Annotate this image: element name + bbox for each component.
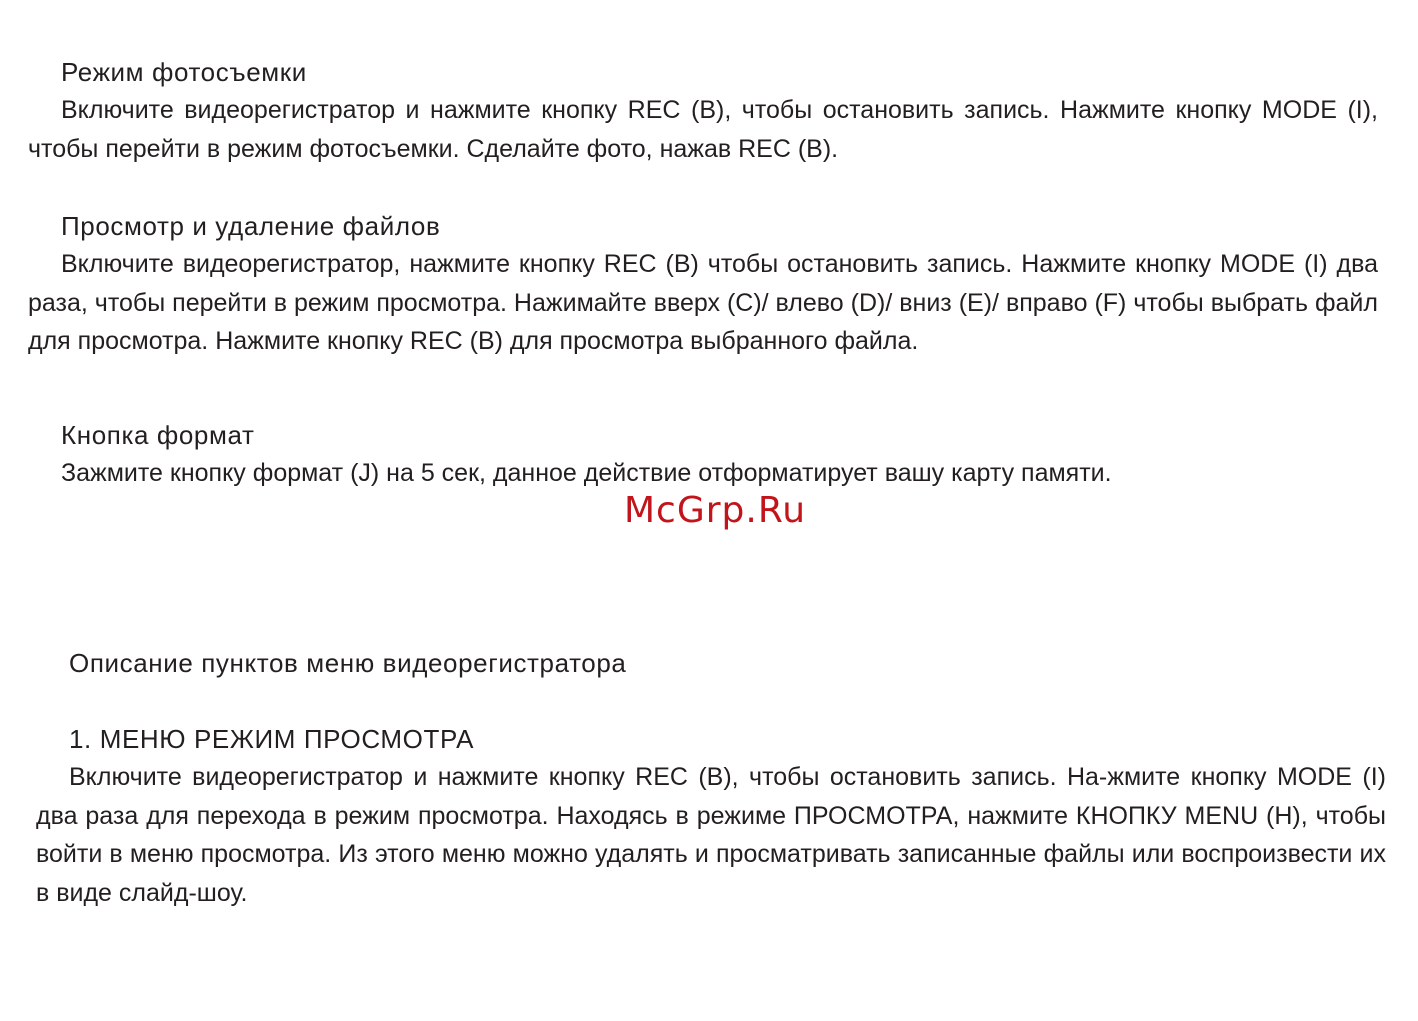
section-title: Кнопка формат xyxy=(61,420,255,450)
section-title: Описание пунктов меню видеорегистратора xyxy=(69,648,627,678)
watermark: McGrp.Ru xyxy=(623,490,807,531)
section-menu-playback xyxy=(36,720,1386,912)
section-text: Включите видеорегистратор, нажмите кнопку REC (B) чтобы остановить запись. Нажмите кнопку MODE (I) два раза, чтобы перейти в режим просмотра. Нажимайте вверх (C)/ влево (D)/ вниз (E)/ вправо (F) чтобы выбрать файл для просмотра. Нажмите кнопку REC (B) для просмотра выбранного файла. xyxy=(28,250,1378,355)
section-text: Включите видеорегистратор и нажмите кнопку REC (B), чтобы остановить запись. На-жмите кнопку MODE (I) два раза для перехода в режим просмотра. Находясь в режиме ПРОСМОТРА, нажмите КНОПКУ MENU (H), чтобы войти в меню просмотра. Из этого меню можно удалять и просматривать записанные файлы или воспроизвести их в виде слайд-шоу. xyxy=(36,763,1386,907)
section-title: Режим фотосъемки xyxy=(61,57,307,87)
section-menu-description xyxy=(36,644,1386,682)
section-title: 1. МЕНЮ РЕЖИМ ПРОСМОТРА xyxy=(69,724,475,754)
section-view-delete-files xyxy=(28,207,1378,361)
section-photo-mode xyxy=(28,53,1378,168)
section-title: Просмотр и удаление файлов xyxy=(61,211,441,241)
section-text: Зажмите кнопку формат (J) на 5 сек, данное действие отформатирует вашу карту памяти. xyxy=(61,459,1112,487)
section-format-button xyxy=(28,416,1378,493)
section-text: Включите видеорегистратор и нажмите кнопку REC (B), чтобы остановить запись. Нажмите кнопку MODE (I), чтобы перейти в режим фотосъемки. Сделайте фото, нажав REC (B). xyxy=(28,96,1378,163)
